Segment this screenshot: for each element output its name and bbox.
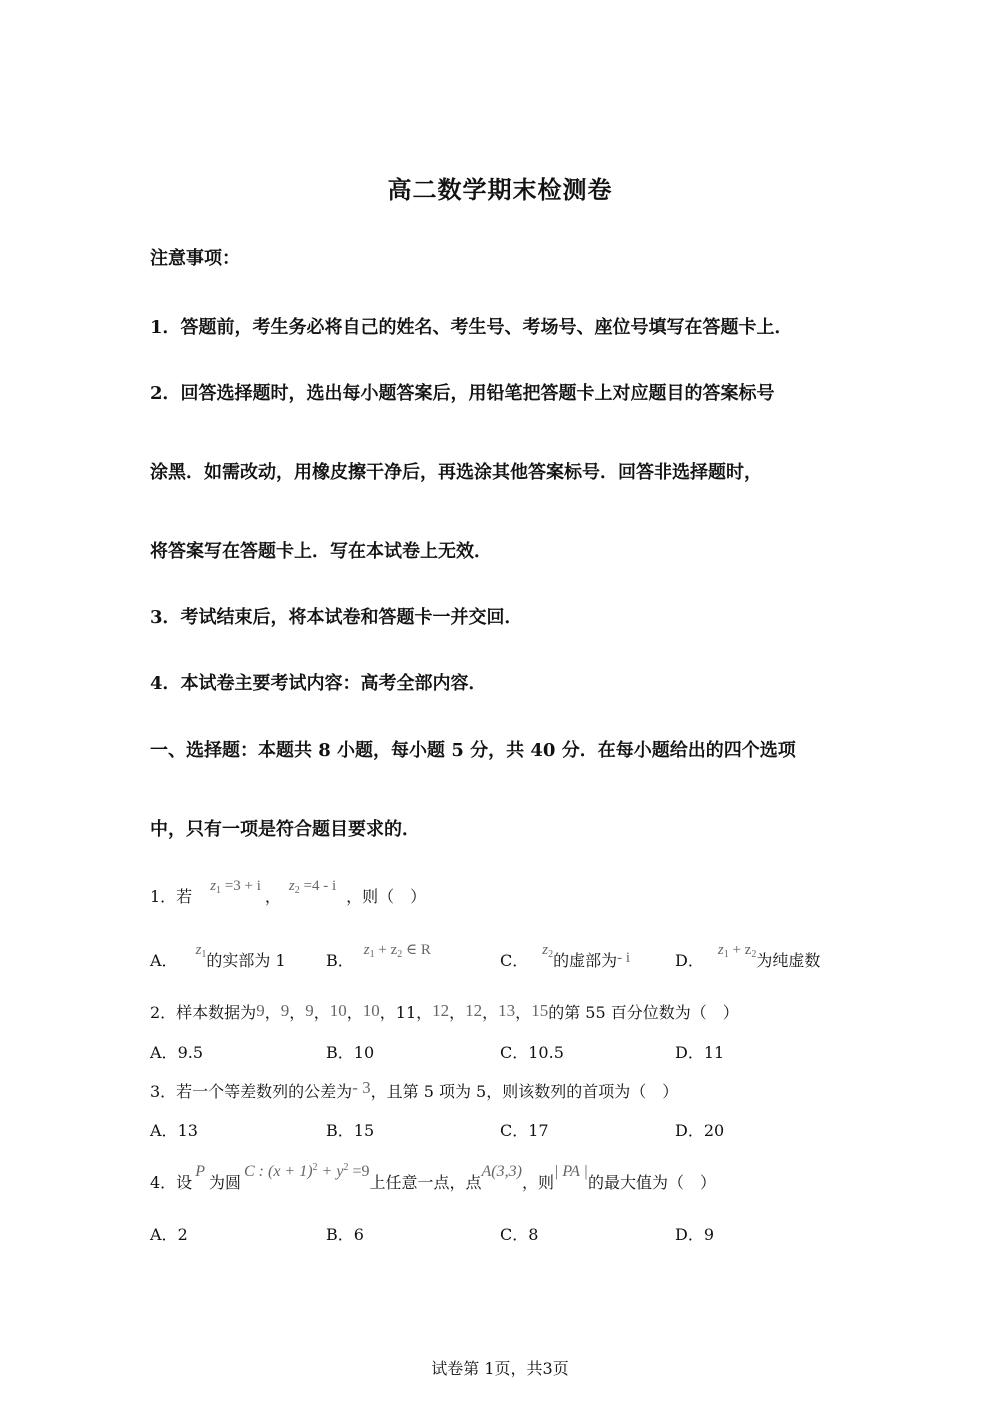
option-label: B． <box>326 951 354 970</box>
question-4: 4．设P为圆C : $(x + 1)^2 + y^2 =9$上任意一点，点A(3,3)，则| PA |的最大值为（ ） <box>150 1162 716 1192</box>
notice-item-2: 2．回答选择题时，选出每小题答案后，用铅笔把答题卡上对应题目的答案标号 <box>150 383 775 404</box>
math-z2-value: =4 - i <box>299 878 337 894</box>
option-text: 9.5 <box>177 1043 204 1062</box>
q1-comma: ， <box>264 887 281 906</box>
option-label: A． <box>150 1043 178 1062</box>
sample-value: 12 <box>432 1001 450 1020</box>
math-point-a: A(3,3) <box>481 1163 522 1180</box>
question-3-number: 3．若一个等差数列的公差为 <box>150 1082 353 1101</box>
sample-value: 9 <box>256 1001 265 1020</box>
math-plus-z2: + z <box>728 942 752 958</box>
math-z1: z <box>363 942 370 958</box>
math-in-r: ∈ R <box>402 942 431 958</box>
question-1-tail: ，则（ ） <box>346 887 427 906</box>
q2-option-a[interactable] <box>150 1040 203 1063</box>
math-z1: z <box>195 942 202 958</box>
q3-option-a[interactable] <box>150 1118 198 1141</box>
question-4-text: ，则 <box>521 1173 554 1192</box>
option-text: 8 <box>528 1225 539 1244</box>
notice-item-1: 1．答题前，考生务必将自己的姓名、考生号、考场号、座位号填写在答题卡上． <box>150 317 793 338</box>
option-label: B． <box>326 1225 354 1244</box>
q2-option-b[interactable] <box>326 1040 374 1063</box>
q2-option-d[interactable] <box>675 1040 724 1063</box>
question-1: 1．若z1 =3 + i，z2 =4 - i，则（ ） <box>150 878 427 906</box>
question-4-text: 上任意一点，点 <box>369 1173 482 1192</box>
option-text: 6 <box>353 1225 364 1244</box>
option-label: B． <box>326 1121 354 1140</box>
option-text: 的虚部为 <box>553 951 618 970</box>
notice-item-3: 3．考试结束后，将本试卷和答题卡一并交回． <box>150 607 523 628</box>
q1-option-d[interactable]: D．z1 + z2为纯虚数 <box>675 942 821 970</box>
option-label: A． <box>150 1225 178 1244</box>
question-4-number: 4．设 <box>150 1173 193 1192</box>
sample-value: 10 <box>329 1001 347 1020</box>
q1-option-c[interactable]: C．z2的虚部为- i <box>500 942 631 970</box>
math-circle-y: + y <box>317 1163 344 1180</box>
option-label: C． <box>500 951 529 970</box>
sample-value: 9 <box>305 1001 314 1020</box>
notice-heading: 注意事项： <box>150 248 240 269</box>
question-4-tail: 的最大值为（ ） <box>587 1173 716 1192</box>
question-4-text: 为圆 <box>208 1173 241 1192</box>
option-label: A． <box>150 951 178 970</box>
sample-value: 15 <box>531 1001 549 1020</box>
question-2: 2．样本数据为9，9，9，10，10，11，12，12，13，15的第 55 百分位数为（ ） <box>150 1001 739 1022</box>
option-text: 17 <box>528 1121 549 1140</box>
q4-option-c[interactable] <box>500 1222 538 1245</box>
section-heading: 一、选择题：本题共 8 小题，每小题 5 分，共 40 分．在每小题给出的四个选项 <box>150 740 796 761</box>
math-distance-pa: | PA | <box>553 1163 588 1180</box>
option-label: C． <box>500 1121 529 1140</box>
page-footer: 试卷第 1页，共3页 <box>431 1359 569 1378</box>
math-z1-value: =3 + i <box>221 878 261 894</box>
sample-value: 12 <box>465 1001 483 1020</box>
sample-value: 10 <box>362 1001 380 1020</box>
math-z1: z <box>210 878 217 894</box>
notice-item-2-cont: 涂黑．如需改动，用橡皮擦干净后，再选涂其他答案标号．回答非选择题时， <box>150 462 762 483</box>
option-text: 的实部为 1 <box>206 951 286 970</box>
option-text: 9 <box>703 1225 715 1244</box>
math-plus-z2: + z <box>374 942 398 958</box>
q4-option-a[interactable] <box>150 1222 188 1245</box>
sample-value: 9 <box>280 1001 290 1020</box>
option-text: 11 <box>703 1043 725 1062</box>
math-circle-equation: C : (x + 1) <box>243 1163 313 1180</box>
q3-option-d[interactable] <box>675 1118 724 1141</box>
question-3 <box>150 1079 678 1102</box>
math-minus-3: - 3 <box>352 1078 371 1097</box>
option-label: D． <box>675 1225 704 1244</box>
sample-value: 13 <box>498 1001 516 1020</box>
option-text: 10 <box>353 1043 375 1062</box>
math-z2: z <box>288 878 295 894</box>
option-text: 15 <box>353 1121 375 1140</box>
sample-value: 11 <box>395 1003 417 1022</box>
q3-option-b[interactable] <box>326 1118 374 1141</box>
q3-option-c[interactable] <box>500 1118 549 1141</box>
section-heading-cont: 中，只有一项是符合题目要求的． <box>150 819 420 840</box>
page-title: 高二数学期末检测卷 <box>387 175 613 204</box>
question-1-number: 1．若 <box>150 887 193 906</box>
option-text: 为纯虚数 <box>756 951 821 970</box>
option-label: C． <box>500 1043 529 1062</box>
question-3-tail: ，且第 5 项为 5，则该数列的首项为（ ） <box>370 1082 679 1101</box>
notice-item-4: 4．本试卷主要考试内容：高考全部内容． <box>150 673 487 694</box>
option-label: C． <box>500 1225 529 1244</box>
option-label: D． <box>675 951 704 970</box>
option-label: A． <box>150 1121 178 1140</box>
q1-option-a[interactable]: A．z1的实部为 1 <box>150 942 286 970</box>
math-z1: z <box>717 942 724 958</box>
q4-option-b[interactable] <box>326 1222 364 1245</box>
question-2-number: 2．样本数据为 <box>150 1003 257 1022</box>
q2-option-c[interactable] <box>500 1040 564 1063</box>
question-2-tail: 的第 55 百分位数为（ ） <box>548 1003 739 1022</box>
q1-option-b[interactable]: B．z1 + z2 ∈ R <box>326 942 431 970</box>
math-point-p: P <box>195 1163 205 1180</box>
option-text: 20 <box>703 1121 725 1140</box>
math-circle-radius: =9 <box>348 1163 370 1180</box>
math-z2: z <box>542 942 549 958</box>
option-text: 13 <box>177 1121 198 1140</box>
notice-item-2-end: 将答案写在答题卡上．写在本试卷上无效． <box>150 541 492 562</box>
math-minus-i: - i <box>617 950 631 966</box>
option-label: D． <box>675 1043 704 1062</box>
option-label: B． <box>326 1043 354 1062</box>
option-label: D． <box>675 1121 704 1140</box>
option-text: 10.5 <box>528 1043 564 1062</box>
q4-option-d[interactable] <box>675 1222 714 1245</box>
option-text: 2 <box>177 1225 188 1244</box>
